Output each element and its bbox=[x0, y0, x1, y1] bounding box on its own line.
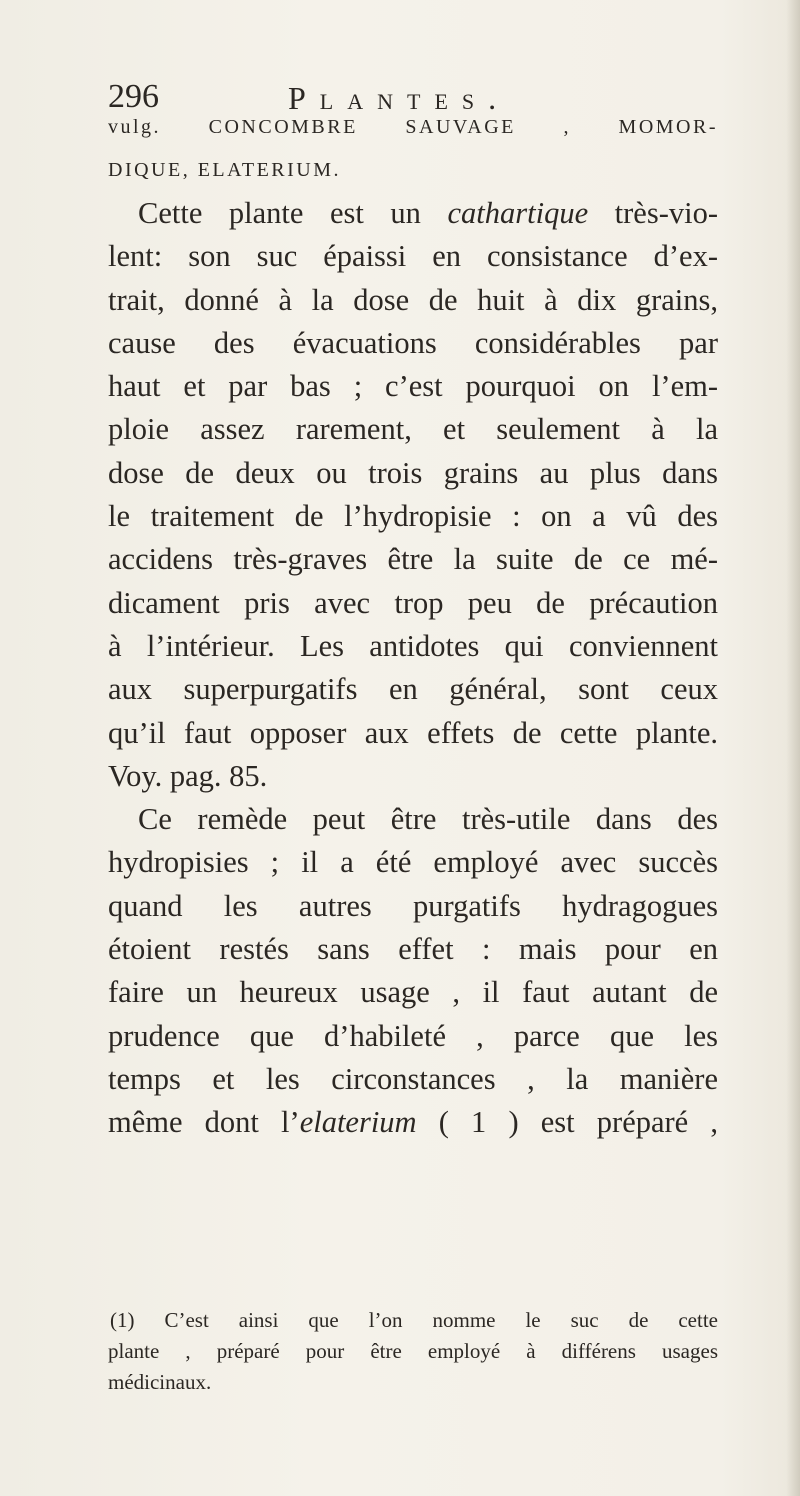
text-line: hydropisies ; il a été employé avec succès bbox=[108, 845, 718, 880]
page-edge-shadow bbox=[786, 0, 800, 1496]
text-line: trait, donné à la dose de huit à dix grains, bbox=[108, 282, 718, 317]
text-line: dicament pris avec trop peu de précaution bbox=[108, 585, 718, 620]
running-head: Plantes. bbox=[288, 80, 511, 116]
text-line: temps et les circonstances , la manière bbox=[108, 1061, 718, 1096]
italic-term: elaterium bbox=[299, 1105, 417, 1140]
text-line: faire un heureux usage , il faut autant de bbox=[108, 975, 718, 1010]
text-line-italic-mixed bbox=[108, 192, 718, 235]
text-line: DIQUE, ELATERIUM. bbox=[108, 159, 342, 181]
italic-term: cathartique bbox=[447, 196, 589, 230]
footnote-line: médicinaux. bbox=[108, 1370, 212, 1394]
text-line: lent: son suc épaissi en consistance d’ex- bbox=[108, 239, 718, 274]
text-line: Ce remède peut être très-utile dans des bbox=[138, 802, 718, 837]
text-line: le traitement de l’hydropisie : on a vû des bbox=[108, 499, 718, 534]
text-line: qu’il faut opposer aux effets de cette plante. bbox=[108, 715, 718, 750]
body-text bbox=[108, 106, 718, 1145]
footnote-line: plante , préparé pour être employé à différens usages bbox=[108, 1339, 718, 1363]
text-line: prudence que d’habileté , parce que les bbox=[108, 1018, 718, 1053]
text-line: ploie assez rarement, et seulement à la bbox=[108, 412, 718, 447]
text-line: haut et par bas ; c’est pourquoi on l’em- bbox=[108, 369, 718, 404]
text-line: cause des évacuations considérables par bbox=[108, 325, 718, 360]
text-line: accidens très-graves être la suite de ce mé- bbox=[108, 542, 718, 577]
text-line: étoient restés sans effet : mais pour en bbox=[108, 932, 718, 967]
text-line: Voy. pag. 85. bbox=[108, 758, 268, 793]
page-number: 296 bbox=[108, 78, 159, 115]
footnote-line: (1) C’est ainsi que l’on nomme le suc de cette bbox=[110, 1308, 718, 1332]
text-line: à l’intérieur. Les antidotes qui conviennent bbox=[108, 628, 718, 663]
text-line: Cette plante est un cathartique très-vio- bbox=[138, 196, 718, 230]
text-line: dose de deux ou trois grains au plus dans bbox=[108, 455, 718, 490]
text-line: quand les autres purgatifs hydragogues bbox=[108, 888, 718, 923]
text-line: même dont l’elaterium ( 1 ) est préparé , bbox=[108, 1105, 718, 1140]
text-line: vulg. CONCOMBRE SAUVAGE , MOMOR- bbox=[108, 116, 718, 138]
footnotes bbox=[108, 1305, 718, 1398]
text-line: aux superpurgatifs en général, sont ceux bbox=[108, 672, 718, 707]
